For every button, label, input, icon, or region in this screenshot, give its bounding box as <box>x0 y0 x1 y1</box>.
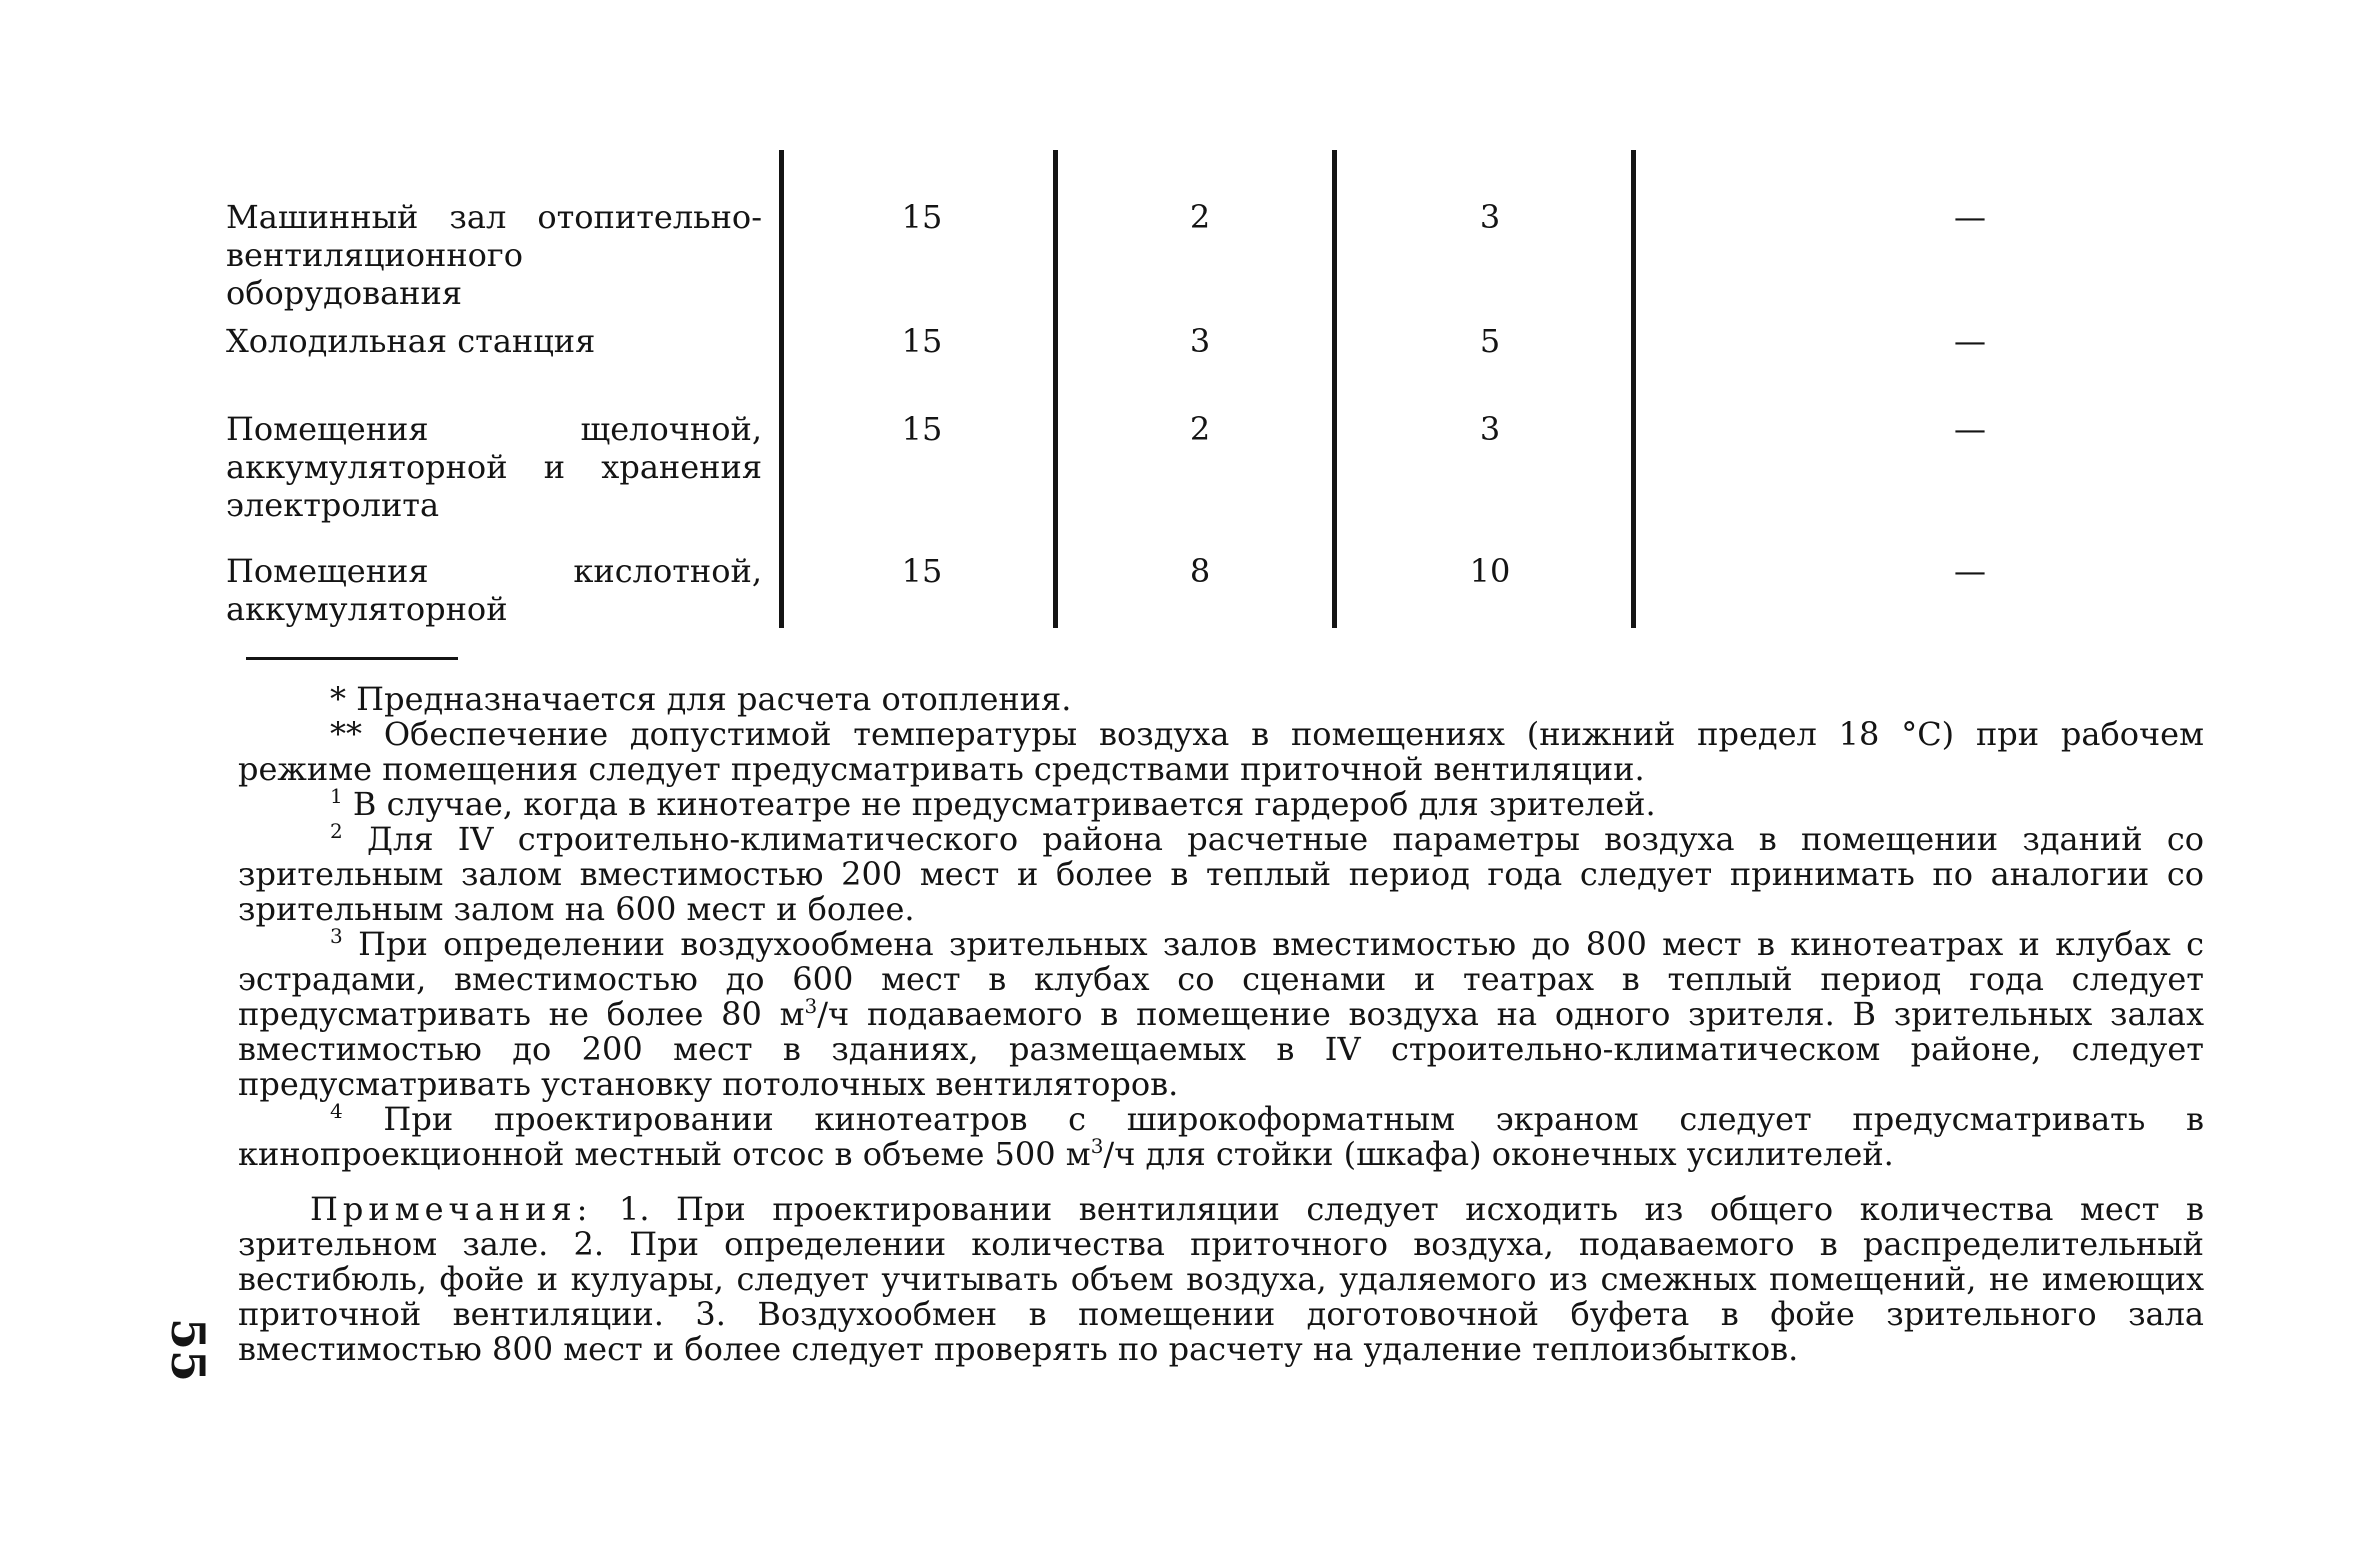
table-cell: 2 <box>1189 410 1211 448</box>
table-cell: 15 <box>901 322 943 360</box>
room-name: Машинный зал отопительно-вентиляционного оборудования <box>226 198 762 312</box>
footnote-mark: ** <box>330 715 362 753</box>
footnote-mark: 2 <box>330 819 343 843</box>
superscript: 3 <box>1090 1134 1104 1158</box>
footnote-text: При определении воздухообмена зрительных залов вместимостью до 800 мест в кинотеатрах и клубах с эстрадами, вместимостью до 600 мест в клубах со сценами и театрах в теплый период года следует предусматривать не более 80 м <box>238 925 2205 1033</box>
column-divider <box>1631 150 1636 628</box>
data-table <box>0 0 2359 640</box>
footnote-text: Для IV строительно-климатического района расчетные параметры воздуха в помещении зданий со зрительным залом вместимостью 200 мест и более в теплый период года следует принимать по аналогии со зрительным залом на 600 мест и более. <box>238 820 2204 928</box>
superscript: 3 <box>804 994 818 1018</box>
table-cell: — <box>1954 552 1986 590</box>
footnote-text: Предназначается для расчета отопления. <box>356 680 1072 718</box>
footnote-separator <box>246 657 458 660</box>
footnote-mark: * <box>330 680 346 718</box>
footnote <box>238 784 2204 823</box>
remarks <box>238 1192 2204 1367</box>
table-cell: 8 <box>1189 552 1211 590</box>
footnote <box>238 819 2204 928</box>
table-cell: 5 <box>1479 322 1501 360</box>
table-cell: 15 <box>901 552 943 590</box>
footnote-text: В случае, когда в кинотеатре не предусматривается гардероб для зрителей. <box>352 785 1656 823</box>
column-divider <box>1332 150 1337 628</box>
footnote-mark: 3 <box>330 924 343 948</box>
table-cell: 15 <box>901 410 943 448</box>
footnote-text: /ч для стойки (шкафа) оконечных усилителей. <box>1103 1135 1894 1173</box>
table-cell: 2 <box>1189 198 1211 236</box>
table-cell: — <box>1954 198 1986 236</box>
remarks-label: Примечания: <box>310 1190 593 1228</box>
footnote-text: /ч подаваемого в помещение воздуха на одного зрителя. В зрительных залах вместимостью до 200 мест в зданиях, размещаемых в IV строительно-климатическом районе, следует предусматривать установку потолочных вентиляторов. <box>238 995 2205 1103</box>
footnote-mark: 4 <box>330 1099 343 1123</box>
footnote-text: Обеспечение допустимой температуры воздуха в помещениях (нижний предел 18 °С) при рабочем режиме помещения следует предусматривать средствами приточной вентиляции. <box>238 715 2205 788</box>
room-name: Помещения кислотной, аккумуляторной <box>226 552 762 628</box>
table-cell: 3 <box>1479 410 1501 448</box>
table-cell: 10 <box>1469 552 1511 590</box>
table-cell: 15 <box>901 198 943 236</box>
table-cell: — <box>1954 410 1986 448</box>
page-number: 55 <box>161 1318 215 1383</box>
footnote-mark: 1 <box>330 784 343 808</box>
footnote-text: При проектировании кинотеатров с широкоформатным экраном следует предусматривать в кинопроекционной местный отсос в объеме 500 м <box>238 1100 2205 1173</box>
room-name: Помещения щелочной, аккумуляторной и хранения электролита <box>226 410 762 524</box>
room-name: Холодильная станция <box>226 322 596 360</box>
footnote <box>238 682 2204 717</box>
table-cell: — <box>1954 322 1986 360</box>
table-cell: 3 <box>1189 322 1211 360</box>
footnotes <box>238 682 2204 1367</box>
footnote <box>238 717 2204 787</box>
footnote <box>238 924 2205 1103</box>
column-divider <box>779 150 784 628</box>
column-divider <box>1053 150 1058 628</box>
remarks-text: 1. При проектировании вентиляции следует исходить из общего количества мест в зрительном зале. 2. При определении количества приточного воздуха, подаваемого в распределительный вестибюль, фойе и кулуары, следует учитывать объем воздуха, удаляемого из смежных помещений, не имеющих приточной вентиляции. 3. Воздухообмен в помещении доготовочной буфета в фойе зрительного зала вместимостью 800 мест и более следует проверять по расчету на удаление теплоизбытков. <box>238 1190 2204 1368</box>
footnote <box>238 1099 2205 1173</box>
table-cell: 3 <box>1479 198 1501 236</box>
